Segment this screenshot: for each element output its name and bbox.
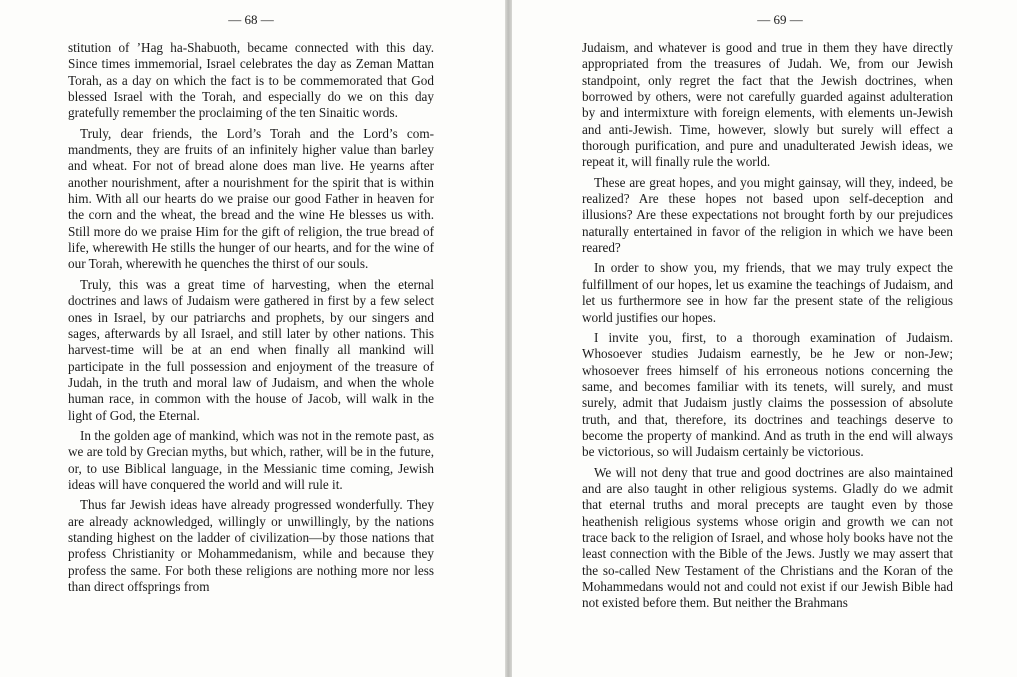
paragraph: In the golden age of mankind, which was not in the remote past, as we are told by Grecian myths, but which, rather, will be in the future, or, to use Biblical language, in the Messianic time coming, Jewish ideas will have conquered the world and will rule it.: [68, 427, 434, 492]
page-text: [582, 40, 953, 612]
right-page: [512, 0, 1017, 677]
paragraph: These are great hopes, and you might gainsay, will they, indeed, be realized? Are these hopes not based upon self-deception and illusions? Are these expectations not brought forth by our prejudices naturally entertained in favor of the religion in which we have been reared?: [582, 174, 953, 256]
paragraph: I invite you, first, to a thorough examination of Judaism. Whosoever studies Judaism earnestly, be he Jew or non-Jew; whosoever frees himself of his erroneous notions concerning the same, and becomes familiar with its tenets, will surely, and must surely, admit that Judaism justly claims the possession of absolute truth, and that, therefore, its doctrines and teachings deserve to become the property of mankind. And as truth in the end will always be victorious, so will Judaism certainly be victorious.: [582, 329, 953, 460]
page-number: — 68 —: [228, 12, 274, 27]
paragraph: In order to show you, my friends, that we may truly expect the fulfillment of our hopes, let us examine the teachings of Judaism, and let us furthermore see in how far the present state of the religious world justifies our hopes.: [582, 260, 953, 325]
page-number: — 69 —: [757, 12, 803, 27]
page-text: [68, 40, 434, 595]
paragraph: stitution of ’Hag ha-Shabuoth, became connected with this day. Since times immemorial, Israel celebrates the day as Zeman Mattan Torah, as a day on which the fact is to be commemorated that God blessed Israel with the Torah, and especially do we on this day gratefully remember the proclaiming of the ten Sinaitic words.: [68, 40, 434, 121]
paragraph: Truly, dear friends, the Lord’s Torah and the Lord’s commandments, they are fruits of an infinitely higher value than barley and wheat. For not of bread alone does man live. He yearns after another nourishment, after a nourishment for the spirit that is within him. With all our hearts do we praise our good Father in heaven for the corn and the wheat, the bread and the wine He blesses us with. Still more do we praise Him for the gift of religion, the true bread of life, wherewith He stills the hunger of our hearts, and for the wine of our Torah, wherewith he quenches the thirst of our souls.: [68, 125, 434, 272]
paragraph: Judaism, and whatever is good and true in them they have directly appropriated from the treasures of Judah. We, from our Jewish standpoint, only regret the fact that the Jewish doctrines, when borrowed by others, were not carefully guarded against adulteration by and intermixture with foreign elements, with elements un-Jewish and anti-Jewish. Time, however, slowly but surely will effect a thorough purification, and pure and unadulterated Jewish ideas, we repeat it, will finally rule the world.: [582, 40, 953, 170]
paragraph: Thus far Jewish ideas have already progressed wonderfully. They are already acknowledged, willingly or unwillingly, by the nations standing highest on the ladder of civilization—by those nations that profess Christianity or Mohammedanism, while and because they profess the same. For both these religions are nothing more nor less than direct offsprings from: [68, 497, 434, 594]
paragraph: We will not deny that true and good doctrines are also maintained and are also taught in other religious systems. Gladly do we admit that eternal truths and moral precepts are taught even by those heathenish religious systems whose origin and growth we can not trace back to the religion of Israel, and whose holy books have not the least connection with the Bible of the Jews. Justly we may assert that the so-called New Testament of the Christians and the Koran of the Mohammedans would not and could not exist if our Jewish Bible had not existed before them. But neither the Brahmans: [582, 464, 953, 611]
left-page: [0, 0, 505, 677]
book-gutter: [505, 0, 512, 677]
paragraph: Truly, this was a great time of harvesting, when the eternal doctrines and laws of Judaism were gathered in first by a few select ones in Israel, by our patriarchs and prophets, by our singers and sages, afterwards by all Israel, and still later by other nations. This harvest-time will be at an end when finally all mankind will participate in the full possession and enjoyment of the treasure of Judah, in the truth and moral law of Judaism, and when the whole human race, in common with the house of Jacob, will walk in the light of God, the Eternal.: [68, 276, 434, 423]
